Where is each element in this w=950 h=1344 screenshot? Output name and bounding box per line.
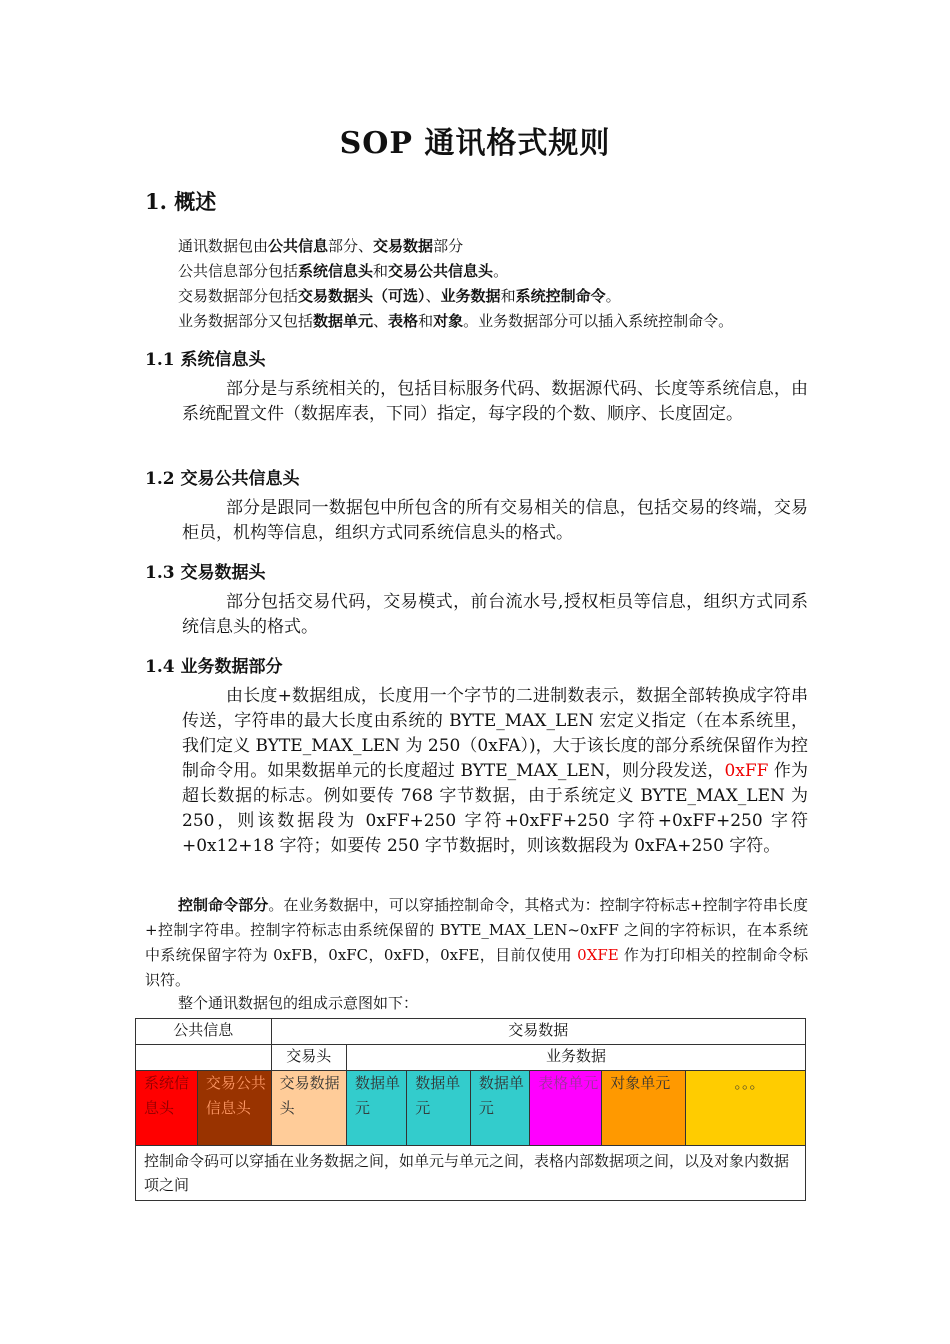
packet-structure-diagram [135,1018,806,1201]
intro-line-run: 公共信息 [268,237,329,255]
diagram-cell-row [136,1071,806,1146]
header-trade-head: 交易头 [271,1045,346,1071]
section-heading-1-1: 1.1 系统信息头 [145,350,266,370]
document-title: SOP 通讯格式规则 [339,126,611,161]
diagram-cell: 交易数据头 [271,1071,346,1146]
intro-line-run: 交易数据部分包括 [178,287,299,305]
intro-line [178,259,733,284]
intro-line-run: 对象 [433,312,464,330]
section-1-4-run: 0xFF [724,761,769,781]
header-trade-data: 交易数据 [271,1019,805,1045]
diagram-note: 控制命令码可以穿插在业务数据之间，如单元与单元之间，表格内部数据项之间，以及对象内数据项之间 [136,1146,806,1201]
intro-line-run: 和 [418,312,434,330]
diagram-cell: 对象单元 [602,1071,686,1146]
diagram-cell: 数据单元 [407,1071,471,1146]
diagram-caption: 整个通讯数据包的组成示意图如下： [178,994,419,1012]
intro-line-run: 交易公共信息头 [388,262,494,280]
intro-line [178,284,733,309]
diagram-cell: 数据单元 [470,1071,529,1146]
diagram-cell: 系统信息头 [136,1071,198,1146]
control-command-paragraph [145,893,808,993]
intro-line [178,234,733,259]
intro-line-run: 业务数据部分又包括 [178,312,314,330]
intro-line-run: 交易数据头（可选） [298,287,426,305]
overview-intro [178,234,733,334]
section-heading-1-3: 1.3 交易数据头 [145,563,266,583]
header-business-data: 业务数据 [347,1045,806,1071]
intro-line-run: 。业务数据部分可以插入系统控制命令。 [463,312,734,330]
control-run: 。在业务数据中，可以穿插控制命令，其格式为：控制字符标志+控制字符串长度+控制字符串。控制字符标志由系统保留的 BYTE_MAX_LEN~0xFF 之间的字符标识，在本系统中系统保留字符为 0xFB，0xFC，0xFD，0xFE，目前仅使用 [145,896,808,964]
section-body-1-2: 部分是跟同一数据包中所包含的所有交易相关的信息，包括交易的终端，交易柜员，机构等信息，组织方式同系统信息头的格式。 [182,498,808,543]
header-empty [136,1045,272,1071]
intro-line-run: 部分、 [328,237,374,255]
section-heading-1-2: 1.2 交易公共信息头 [145,469,300,489]
control-run: 控制命令部分 [178,896,269,914]
intro-line-run: 系统信息头 [298,262,374,280]
section-heading-overview: 1. 概述 [145,189,217,214]
intro-line-run: 数据单元 [313,312,374,330]
intro-line-run: 、 [425,287,441,305]
diagram-cell: 交易公共信息头 [197,1071,271,1146]
diagram-cell: 数据单元 [347,1071,407,1146]
intro-line-run: 。 [493,262,509,280]
control-run: 0XFE [577,946,619,964]
section-body-1-1: 部分是与系统相关的，包括目标服务代码、数据源代码、长度等系统信息，由系统配置文件（数据库表，下同）指定，每字段的个数、顺序、长度固定。 [182,379,808,424]
section-1-4-run: 由长度+数据组成，长度用一个字节的二进制数表示，数据全部转换成字符串传送，字符串的最大长度由系统的 BYTE_MAX_LEN 宏定义指定（在本系统里，我们定义 BYTE_MAX_LEN 为 250（0xFA）)，大于该长度的部分系统保留作为控制命令用。如果数据单元的长度超过 BYTE_MAX_LEN，则分段发送， [182,686,808,781]
intro-line-run: 、 [373,312,389,330]
diagram-cell: 。。。 [686,1071,806,1146]
intro-line-run: 通讯数据包由 [178,237,269,255]
intro-line-run: 和 [373,262,389,280]
section-body-1-4 [182,684,808,859]
intro-line [178,309,733,334]
intro-line-run: 公共信息部分包括 [178,262,299,280]
intro-line-run: 系统控制命令 [515,287,606,305]
intro-line-run: 业务数据 [440,287,501,305]
diagram-cell: 表格单元 [530,1071,602,1146]
intro-line-run: 交易数据 [373,237,434,255]
control-run: 作为打印相关的控制命令标识符。 [145,946,808,989]
intro-line-run: 表格 [388,312,419,330]
intro-line-run: 。 [605,287,621,305]
section-1-4-run: 作为超长数据的标志。例如要传 768 字节数据，由于系统定义 BYTE_MAX_LEN 为 250，则该数据段为 0xFF+250 字符+0xFF+250 字符+0xFF+250 字符+0x12+18 字符；如要传 250 字节数据时，则该数据段为 0xFA+250 字符。 [182,761,808,856]
section-heading-1-4: 1.4 业务数据部分 [145,657,283,677]
section-body-1-3: 部分包括交易代码，交易模式，前台流水号,授权柜员等信息，组织方式同系统信息头的格式。 [182,592,808,637]
intro-line-run: 和 [500,287,516,305]
intro-line-run: 部分 [433,237,464,255]
header-public-info: 公共信息 [136,1019,272,1045]
